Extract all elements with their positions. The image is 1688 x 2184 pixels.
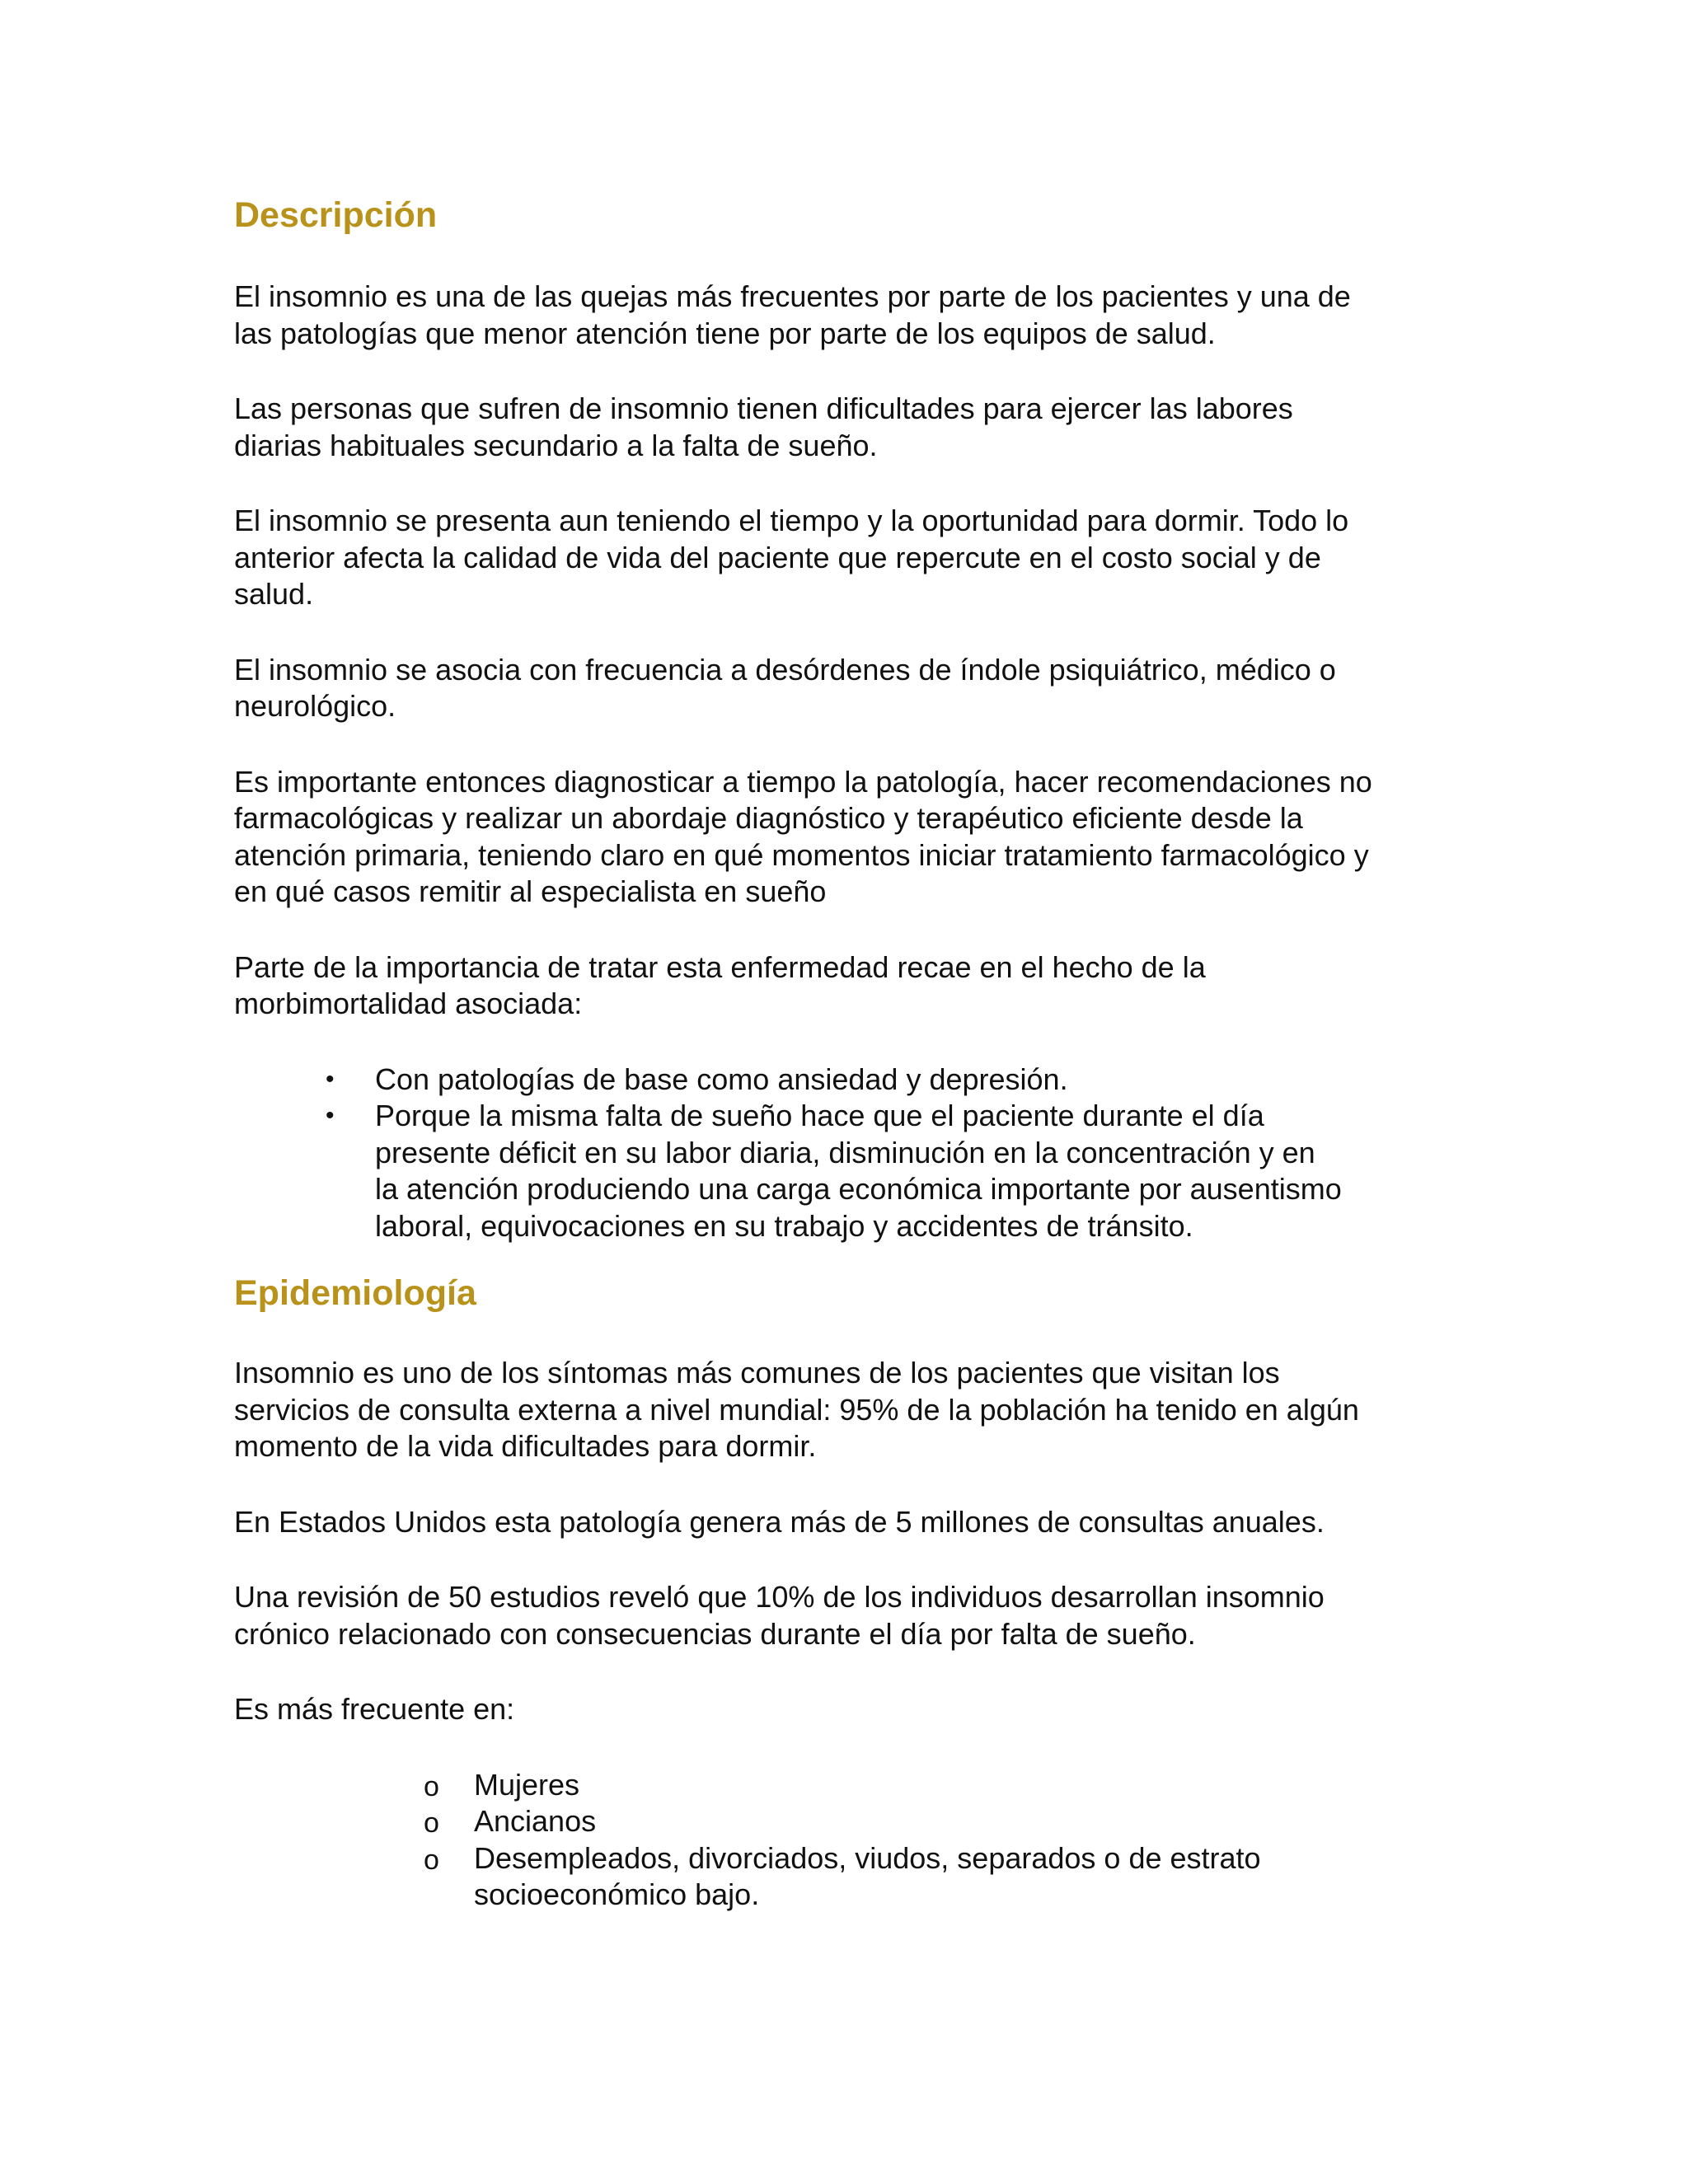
text-line: crónico relacionado con consecuencias durante el día por falta de sueño. <box>234 1616 1196 1651</box>
text-line: Parte de la importancia de tratar esta enfermedad recae en el hecho de la <box>234 949 1206 984</box>
list-item <box>234 1767 1454 1804</box>
text-line: diarias habituales secundario a la falta de sueño. <box>234 428 878 462</box>
paragraph <box>234 391 1454 464</box>
paragraph <box>234 279 1454 352</box>
text-line: la atención produciendo una carga económica importante por ausentismo <box>375 1172 1342 1206</box>
heading-descripcion: Descripción <box>234 195 438 235</box>
page-content <box>234 188 1454 1914</box>
text-line: momento de la vida dificultades para dormir. <box>234 1429 817 1463</box>
text-line: neurológico. <box>234 689 396 723</box>
text-line: El insomnio se asocia con frecuencia a desórdenes de índole psiquiátrico, médico o <box>234 652 1336 687</box>
text-line: Es importante entonces diagnosticar a tiempo la patología, hacer recomendaciones no <box>234 764 1372 799</box>
heading-epidemiologia: Epidemiología <box>234 1273 476 1313</box>
paragraph <box>234 1504 1454 1541</box>
text-line: En Estados Unidos esta patología genera más de 5 millones de consultas anuales. <box>234 1504 1325 1539</box>
circle-marker: o <box>424 1807 439 1839</box>
text-line: Una revisión de 50 estudios reveló que 10% de los individuos desarrollan insomnio <box>234 1580 1325 1614</box>
text-line: Insomnio es uno de los síntomas más comunes de los pacientes que visitan los <box>234 1356 1280 1390</box>
text-line: Las personas que sufren de insomnio tienen dificultades para ejercer las labores <box>234 391 1293 425</box>
list-item <box>234 1803 1454 1840</box>
paragraph <box>234 1355 1454 1465</box>
text-line: laboral, equivocaciones en su trabajo y accidentes de tránsito. <box>375 1208 1193 1243</box>
circle-marker: o <box>424 1770 439 1802</box>
sub-list <box>234 1767 1454 1914</box>
text-line: Desempleados, divorciados, viudos, separados o de estrato <box>474 1840 1261 1875</box>
text-line: morbimortalidad asociada: <box>234 987 583 1020</box>
text-line: El insomnio es una de las quejas más frecuentes por parte de los pacientes y una de <box>234 279 1351 313</box>
paragraph <box>234 949 1454 1023</box>
paragraph <box>234 764 1454 911</box>
bullet-list <box>234 1062 1454 1245</box>
text-line: salud. <box>234 577 314 611</box>
text-line: en qué casos remitir al especialista en sueño <box>234 874 827 908</box>
paragraph <box>234 1579 1454 1652</box>
text-line: Porque la misma falta de sueño hace que el paciente durante el día <box>375 1099 1264 1132</box>
paragraph <box>234 652 1454 725</box>
text-line: Es más frecuente en: <box>234 1692 515 1726</box>
text-line: farmacológicas y realizar un abordaje diagnóstico y terapéutico eficiente desde la <box>234 801 1303 835</box>
text-line: anterior afecta la calidad de vida del paciente que repercute en el costo social y de <box>234 540 1321 574</box>
text-line: las patologías que menor atención tiene por parte de los equipos de salud. <box>234 316 1216 350</box>
paragraph <box>234 503 1454 613</box>
text-line: socioeconómico bajo. <box>474 1877 760 1911</box>
text-line: atención primaria, teniendo claro en qué momentos iniciar tratamiento farmacológico y <box>234 837 1369 872</box>
list-item <box>234 1840 1454 1914</box>
bullet-marker: • <box>326 1065 335 1093</box>
text-line: Mujeres <box>474 1767 580 1802</box>
list-item <box>234 1062 1454 1099</box>
bullet-marker: • <box>326 1102 335 1129</box>
text-line: Con patologías de base como ansiedad y depresión. <box>375 1062 1068 1096</box>
paragraph <box>234 1691 1454 1728</box>
text-line: servicios de consulta externa a nivel mundial: 95% de la población ha tenido en algún <box>234 1392 1359 1427</box>
text-line: Ancianos <box>474 1804 597 1838</box>
list-item <box>234 1098 1454 1244</box>
circle-marker: o <box>424 1844 439 1876</box>
text-line: El insomnio se presenta aun teniendo el tiempo y la oportunidad para dormir. Todo lo <box>234 504 1349 537</box>
text-line: presente déficit en su labor diaria, disminución en la concentración y en <box>375 1135 1315 1169</box>
